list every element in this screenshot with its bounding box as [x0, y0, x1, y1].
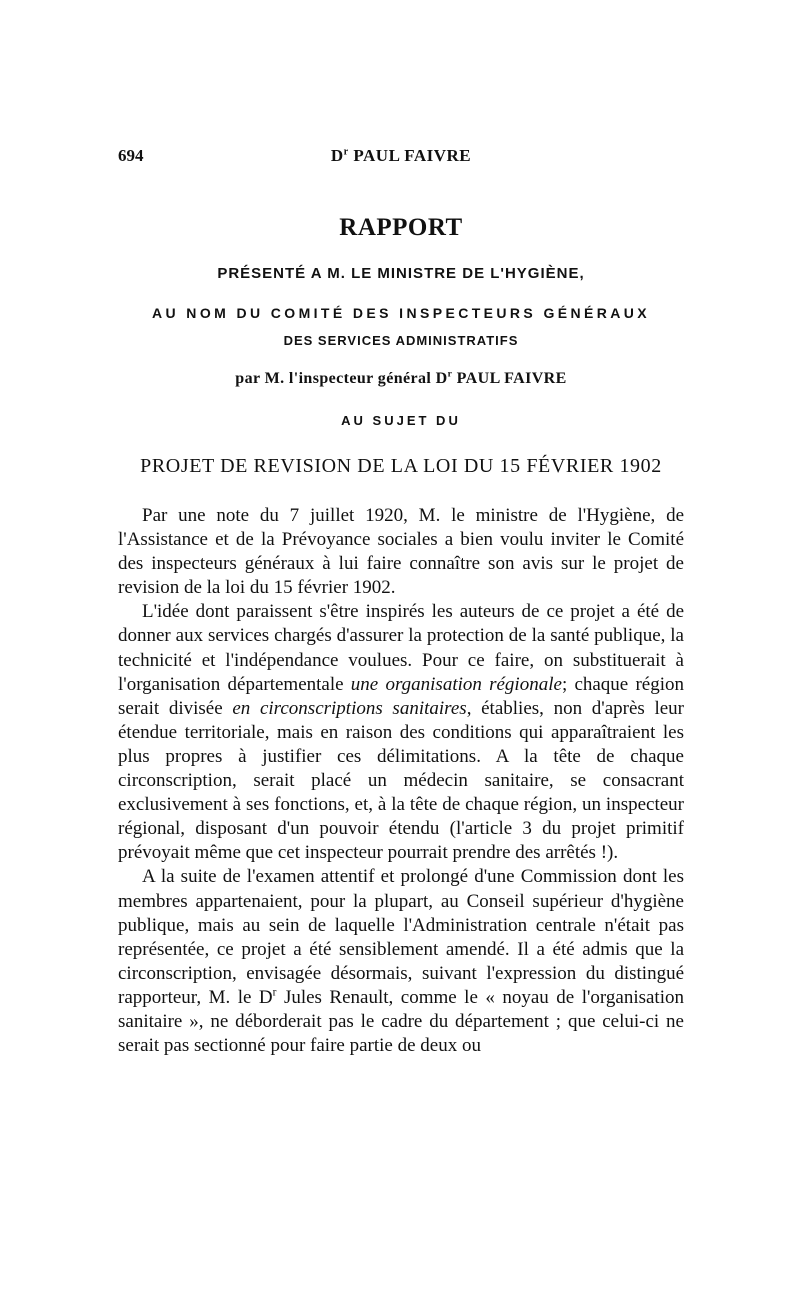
paragraph-2 [118, 600, 684, 865]
paragraph-1: Par une note du 7 juillet 1920, M. le ministre de l'Hygiène, de l'Assistance et de la Prévoyance sociales a bien voulu inviter le Comité des inspecteurs généraux à lui faire connaître son avis sur le projet de revision de la loi du 15 février 1902. [118, 505, 684, 599]
heading-subject: AU SUJET DU [341, 413, 461, 428]
heading-author [118, 370, 684, 388]
heading-project: PROJET DE REVISION DE LA LOI DU 15 FÉVRIER 1902 [140, 455, 662, 477]
heading-services: DES SERVICES ADMINISTRATIFS [283, 333, 519, 348]
heading-author-name: PAUL FAIVRE [452, 370, 567, 387]
report-body [118, 504, 684, 1058]
paragraph-2-emphasis-2: en circonscriptions sanitaires [232, 697, 467, 719]
heading-author-pre: par M. l'inspecteur général D [235, 370, 448, 387]
report-title: RAPPORT [339, 214, 463, 241]
paragraph-3 [118, 865, 684, 1058]
paragraph-3-sup: r [272, 986, 277, 999]
paragraph-3-part-a: A la suite de l'examen attentif et prolongé d'une Commission dont les membres appartenaient, pour la plupart, au Conseil supérieur d'hygiène publique, mais au sein de laquelle l'Administration centrale n'était pas représentée, ce projet a été sensiblement amendé. Il a été admis que la circonscription, envisagée désormais, suivant l'expression du distingué rapporteur, M. le D [118, 866, 684, 1008]
running-title [118, 146, 684, 166]
heading-presented-to: PRÉSENTÉ A M. LE MINISTRE DE L'HYGIÈNE, [217, 265, 585, 282]
page-number: 694 [118, 146, 144, 165]
running-head [118, 146, 684, 170]
heading-committee: AU NOM DU COMITÉ DES INSPECTEURS GÉNÉRAUX [152, 305, 650, 321]
heading-author-sup: r [447, 368, 453, 380]
paragraph-2-emphasis-1: une organisation régionale [350, 673, 562, 695]
running-title-name: PAUL FAIVRE [353, 146, 472, 165]
paragraph-3-part-b: Jules Renault, comme le « noyau de l'organisation sanitaire », ne déborderait pas le cadre du département ; que celui-ci ne serait pas sectionné pour faire partie de deux ou [118, 986, 684, 1057]
paragraph-2-part-b: ; chaque région serait divisée [118, 673, 685, 719]
running-title-sup: r [343, 146, 349, 158]
running-title-prefix: D [330, 146, 344, 165]
paragraph-2-part-c: , établies, non d'après leur étendue territoriale, mais en raison des conditions qui apparaîtraient les plus propres à justifier ces délimitations. A la tête de chaque circonscription, serait placé un médecin sanitaire, se consacrant exclusivement à ses fonctions, et, à la tête de chaque région, un inspecteur régional, disposant d'un pouvoir étendu (l'article 3 du projet primitif prévoyait même que cet inspecteur pourrait prendre des arrêtés !). [118, 697, 685, 864]
paragraph-2-part-a: L'idée dont paraissent s'être inspirés les auteurs de ce projet a été de donner aux services chargés d'assurer la protection de la santé publique, la technicité et l'indépendance voulues. Pour ce faire, on substituerait à l'organisation départementale [118, 601, 684, 695]
